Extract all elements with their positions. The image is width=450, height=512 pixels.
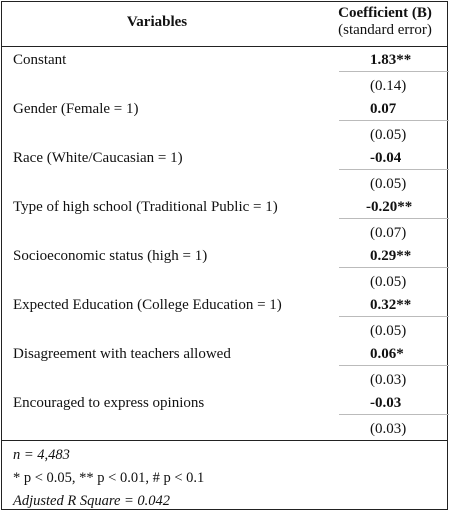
significance-note: * p < 0.05, ** p < 0.01, # p < 0.1 bbox=[13, 470, 205, 486]
r-square-note: Adjusted R Square = 0.042 bbox=[13, 493, 171, 509]
row-divider bbox=[339, 316, 449, 317]
row-standard-error: (0.05) bbox=[370, 323, 407, 339]
table-row bbox=[2, 95, 447, 144]
table-row bbox=[2, 389, 447, 438]
row-coefficient: 0.32** bbox=[370, 297, 412, 313]
table-row bbox=[2, 46, 447, 95]
row-coefficient: -0.20** bbox=[366, 199, 413, 215]
row-coefficient: 0.07 bbox=[370, 101, 397, 117]
row-coefficient: -0.04 bbox=[370, 150, 402, 166]
row-label: Gender (Female = 1) bbox=[13, 101, 139, 117]
row-coefficient: -0.03 bbox=[370, 395, 402, 411]
table-row bbox=[2, 291, 447, 340]
row-standard-error: (0.03) bbox=[370, 372, 407, 388]
row-divider bbox=[339, 414, 449, 415]
header-coefficient-label: Coefficient (B) bbox=[338, 5, 432, 21]
sample-size-note: n = 4,483 bbox=[13, 447, 70, 463]
row-standard-error: (0.07) bbox=[370, 225, 407, 241]
row-divider bbox=[339, 71, 449, 72]
row-label: Type of high school (Traditional Public = 1) bbox=[13, 199, 278, 215]
table-row bbox=[2, 242, 447, 291]
row-divider bbox=[339, 169, 449, 170]
row-label: Encouraged to express opinions bbox=[13, 395, 205, 411]
row-divider bbox=[339, 365, 449, 366]
table-row bbox=[2, 144, 447, 193]
header-coefficient bbox=[324, 5, 446, 39]
row-coefficient: 1.83** bbox=[370, 52, 412, 68]
row-divider bbox=[339, 218, 449, 219]
row-coefficient: 0.06* bbox=[370, 346, 404, 362]
row-label: Constant bbox=[13, 52, 67, 68]
table-footer bbox=[2, 440, 447, 509]
row-label: Disagreement with teachers allowed bbox=[13, 346, 231, 362]
row-label: Expected Education (College Education = 1) bbox=[13, 297, 282, 313]
row-label: Race (White/Caucasian = 1) bbox=[13, 150, 183, 166]
row-standard-error: (0.03) bbox=[370, 421, 407, 437]
row-standard-error: (0.05) bbox=[370, 274, 407, 290]
row-coefficient: 0.29** bbox=[370, 248, 412, 264]
table-row bbox=[2, 340, 447, 389]
row-divider bbox=[339, 267, 449, 268]
table-header bbox=[2, 2, 447, 47]
row-divider bbox=[339, 120, 449, 121]
row-standard-error: (0.14) bbox=[370, 78, 407, 94]
row-standard-error: (0.05) bbox=[370, 127, 407, 143]
table-frame bbox=[1, 1, 448, 510]
header-variables: Variables bbox=[126, 14, 188, 30]
table-row bbox=[2, 193, 447, 242]
header-standard-error-label: (standard error) bbox=[338, 22, 432, 38]
row-label: Socioeconomic status (high = 1) bbox=[13, 248, 208, 264]
row-standard-error: (0.05) bbox=[370, 176, 407, 192]
